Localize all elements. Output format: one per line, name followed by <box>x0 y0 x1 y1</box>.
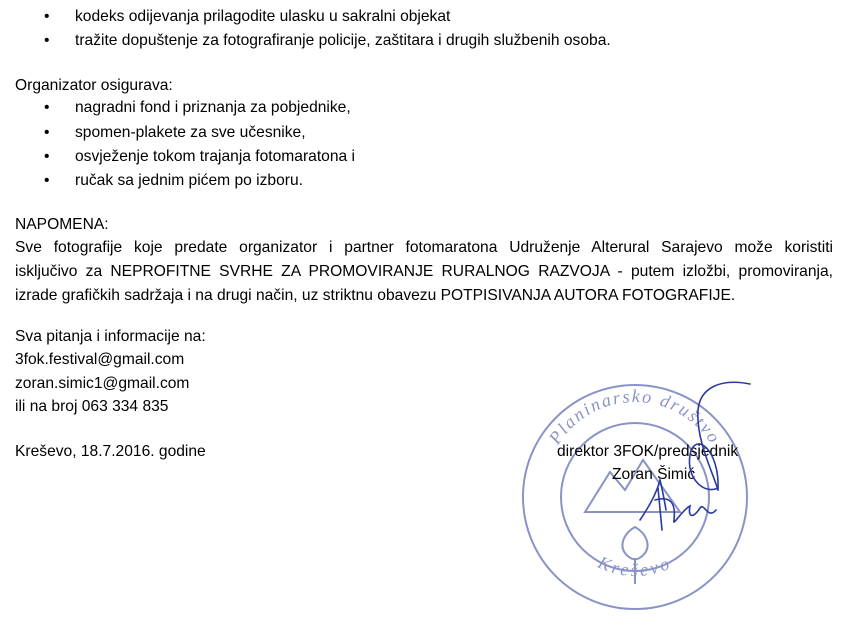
contact-phone: ili na broj 063 334 835 <box>15 398 169 415</box>
bullet-icon: • <box>44 124 50 141</box>
bullet-icon: • <box>44 99 50 116</box>
organizer-item-text: spomen-plakete za sve učesnike, <box>75 124 306 141</box>
stamp-text-bottom: Kreševo <box>595 552 675 581</box>
bullet-icon: • <box>44 148 50 165</box>
contact-email-2: zoran.simic1@gmail.com <box>15 375 190 392</box>
organizer-heading: Organizator osigurava: <box>15 77 173 94</box>
note-line-3: izrade grafičkih sadržaja i na drugi način, uz striktnu obavezu POTPISIVANJA AUTORA FOTOGRAFIJE. <box>15 287 736 304</box>
note-line-2: isključivo za NEPROFITNE SVRHE ZA PROMOVIRANJE RURALNOG RAZVOJA - putem izložbi, promoviranja, <box>15 263 833 280</box>
intro-bullet-text: tražite dopuštenje za fotografiranje policije, zaštitara i drugih službenih osoba. <box>75 32 611 49</box>
bullet-icon: • <box>44 32 50 49</box>
bullet-icon: • <box>44 172 50 189</box>
contact-heading: Sva pitanja i informacije na: <box>15 328 206 345</box>
stamp-text-top: Planinarsko društvo <box>544 385 726 448</box>
intro-bullet-text: kodeks odijevanja prilagodite ulasku u sakralni objekat <box>75 8 451 25</box>
handwritten-signature <box>600 370 760 540</box>
signer-name: Zoran Šimić <box>612 466 696 483</box>
organizer-item-text: nagradni fond i priznanja za pobjednike, <box>75 99 351 116</box>
contact-email-1: 3fok.festival@gmail.com <box>15 351 185 368</box>
note-line-1: Sve fotografije koje predate organizator i partner fotomaratona Udruženje Alterural Sarajevo može koristiti <box>15 239 833 256</box>
bullet-icon: • <box>44 8 50 25</box>
organizer-item-text: ručak sa jednim pićem po izboru. <box>75 172 303 189</box>
place-date: Kreševo, 18.7.2016. godine <box>15 443 206 460</box>
signer-title: direktor 3FOK/predsjednik <box>557 443 739 460</box>
note-heading: NAPOMENA: <box>15 216 109 233</box>
organizer-item-text: osvježenje tokom trajanja fotomaratona i <box>75 148 355 165</box>
